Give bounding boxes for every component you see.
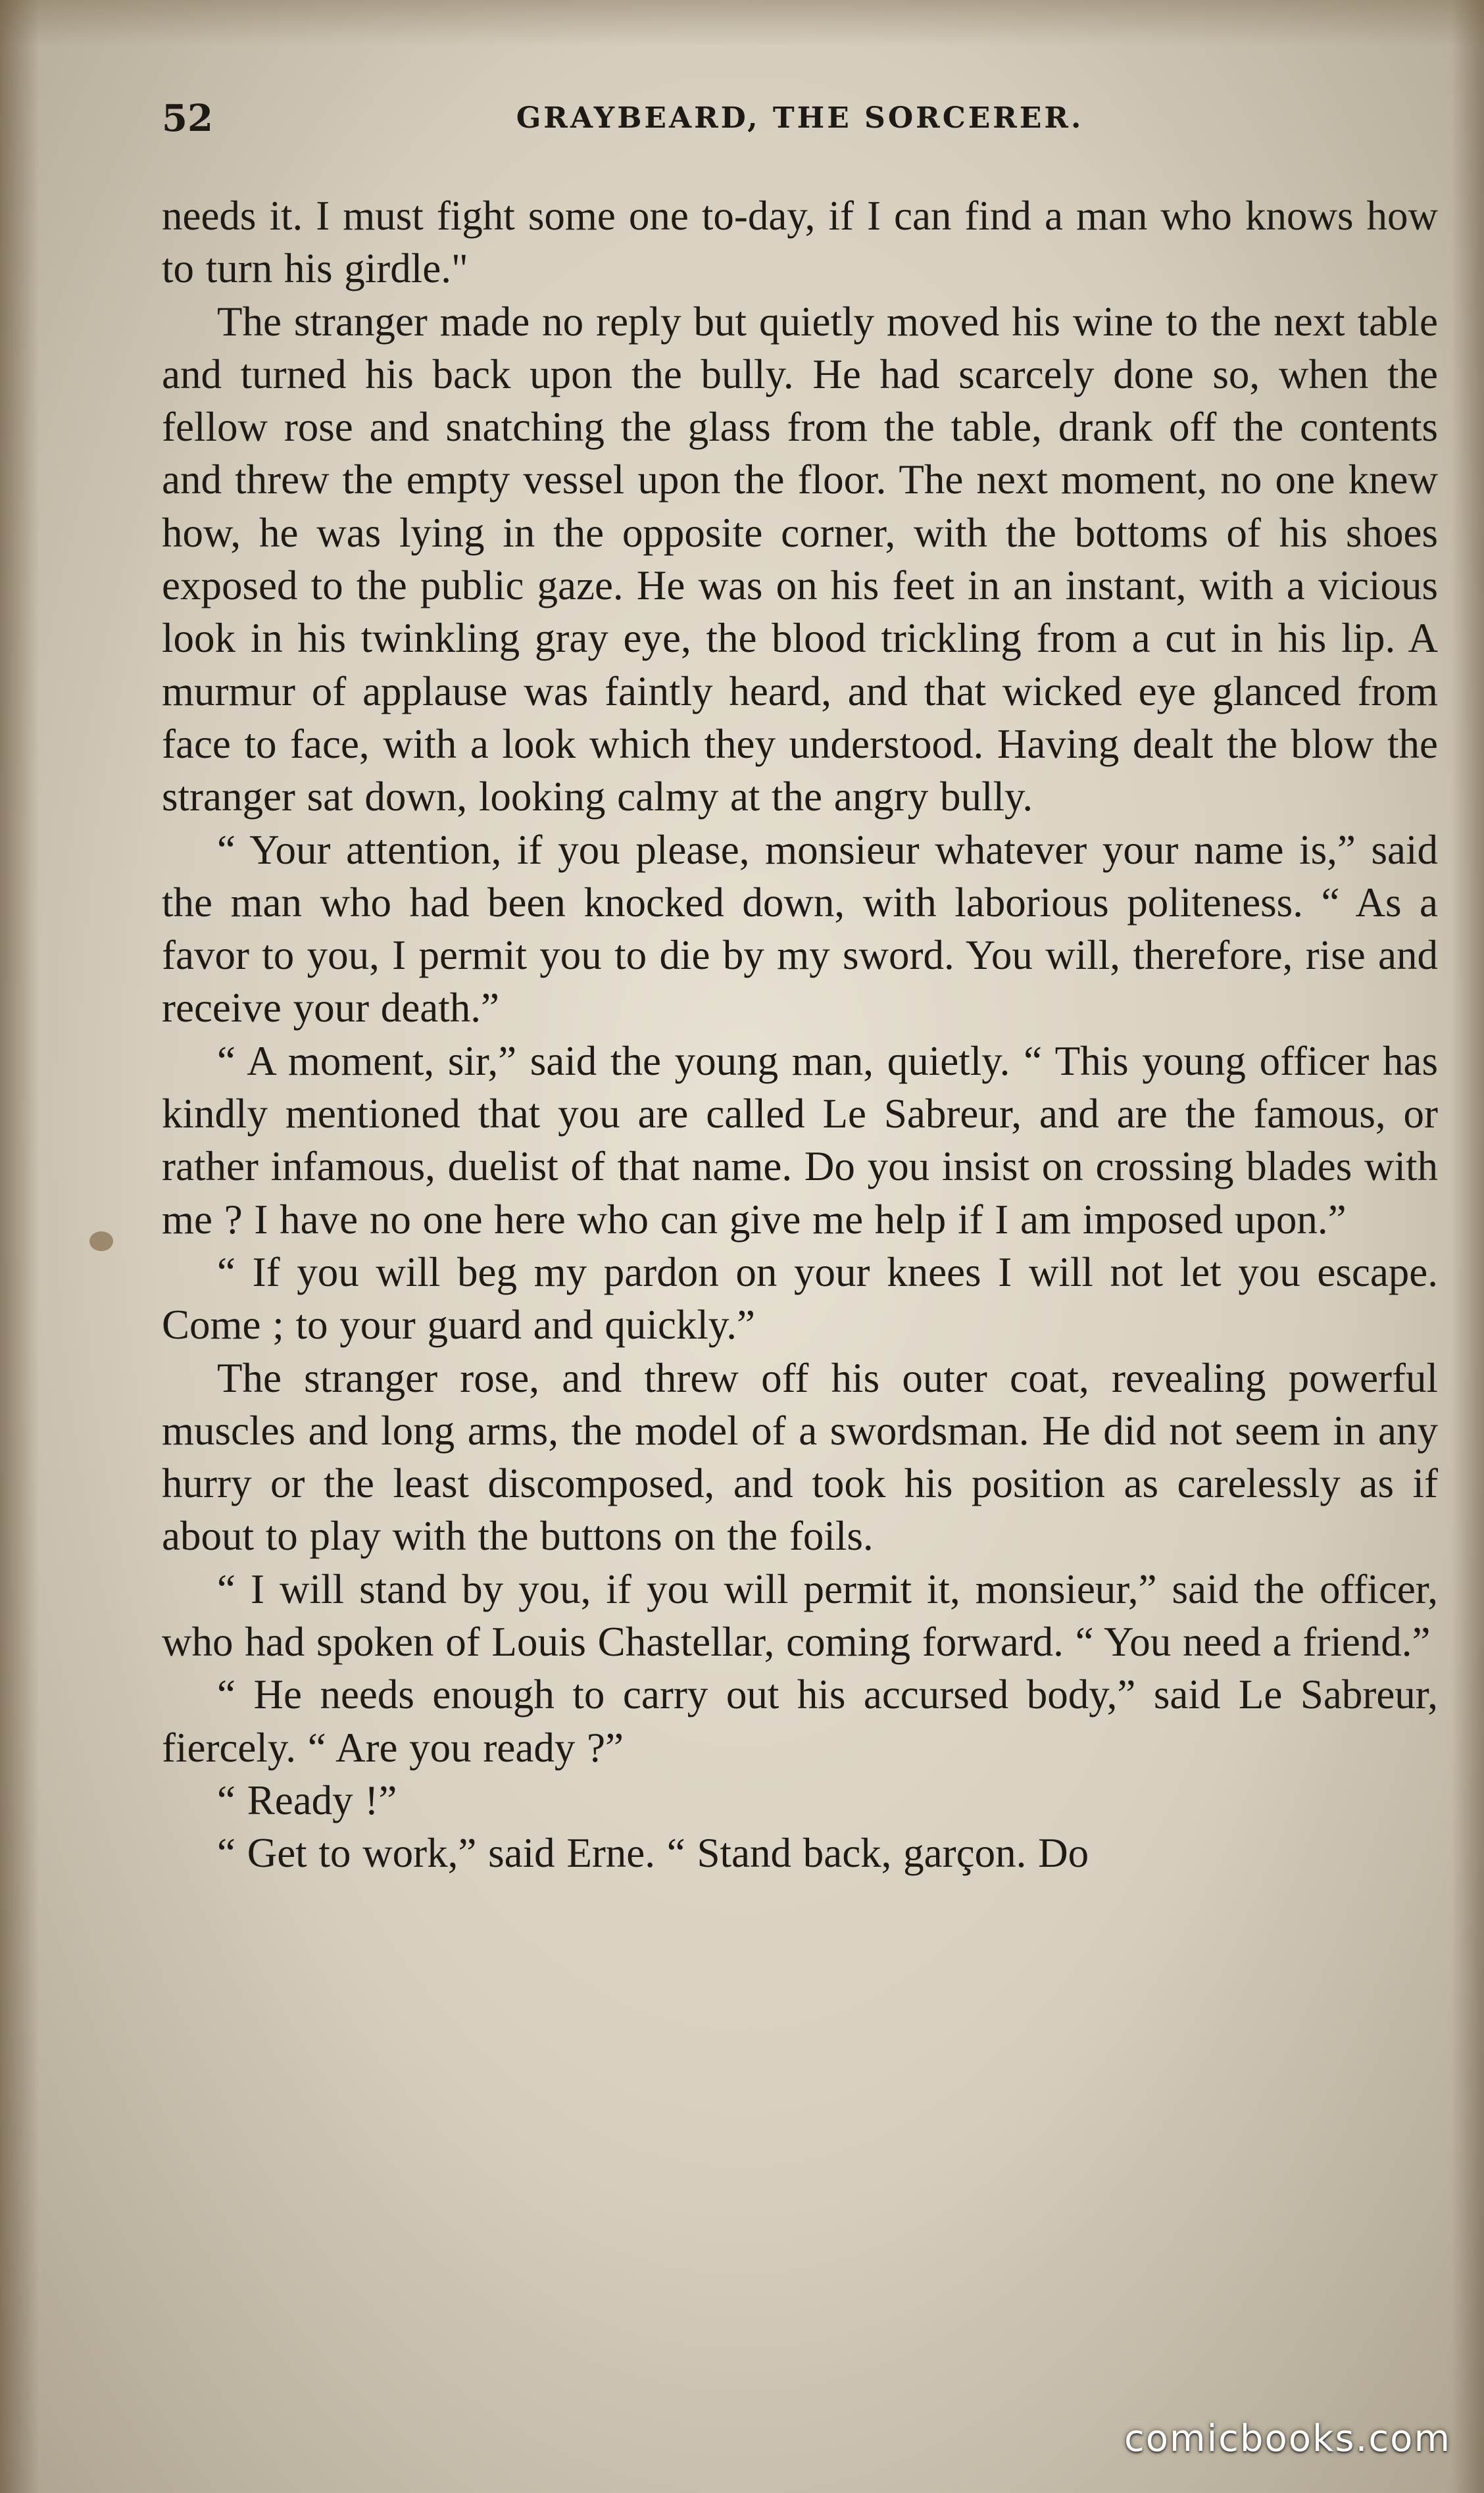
page-shadow-right	[1451, 0, 1484, 2493]
running-head: GRAYBEARD, THE SORCERER.	[516, 101, 1084, 135]
watermark: comicbooks.com	[1124, 2417, 1451, 2460]
paragraph: The stranger made no reply but quietly moved his wine to the next table and turned his back upon the bully. He had scarcely done so, when the fellow rose and snatching the glass from the table, drank off the contents and threw the empty vessel upon the floor. The next moment, no one knew how, he was lying in the opposite corner, with the bottoms of his shoes exposed to the public gaze. He was on his feet in an instant, with a vicious look in his twinkling gray eye, the blood trickling from a cut in his lip. A murmur of applause was faintly heard, and that wicked eye glanced from face to face, with a look which they understood. Having dealt the blow the stranger sat down, looking calmy at the angry bully.	[162, 298, 1438, 820]
paragraph: “ Get to work,” said Erne. “ Stand back, garçon. Do	[217, 1830, 1089, 1877]
paragraph: “ If you will beg my pardon on your knees I will not let you escape. Come ; to your guard and quickly.”	[162, 1248, 1438, 1348]
page-number: 52	[162, 97, 213, 140]
page-header	[162, 92, 1438, 145]
paragraph: “ Ready !”	[217, 1777, 397, 1823]
ink-stain	[89, 1231, 113, 1251]
paragraph: The stranger rose, and threw off his outer coat, revealing powerful muscles and long arms, the model of a swordsman. He did not seem in any hurry or the least discomposed, and took his position as carelessly as if about to play with the buttons on the foils.	[162, 1354, 1438, 1560]
paragraph: needs it. I must fight some one to-day, if I can find a man who knows how to turn his girdle."	[162, 193, 1438, 292]
page-shadow-left	[0, 0, 39, 2493]
paragraph: “ I will stand by you, if you will permit it, monsieur,” said the officer, who had spoken of Louis Chastellar, coming forward. “ You need a friend.”	[162, 1566, 1438, 1666]
paragraph: “ A moment, sir,” said the young man, quietly. “ This young officer has kindly mentioned that you are called Le Sabreur, and are the famous, or rather infamous, duelist of that name. Do you insist on crossing blades with me ? I have no one here who can give me help if I am imposed upon.”	[162, 1037, 1438, 1243]
paragraph: “ He needs enough to carry out his accursed body,” said Le Sabreur, fiercely. “ Are you ready ?”	[162, 1671, 1438, 1771]
body-text	[162, 189, 1438, 1880]
page-shadow-top	[0, 0, 1484, 46]
paragraph: “ Your attention, if you please, monsieur whatever your name is,” said the man who had been knocked down, with laborious politeness. “ As a favor to you, I permit you to die by my sword. You will, therefore, rise and receive your death.”	[162, 826, 1438, 1031]
